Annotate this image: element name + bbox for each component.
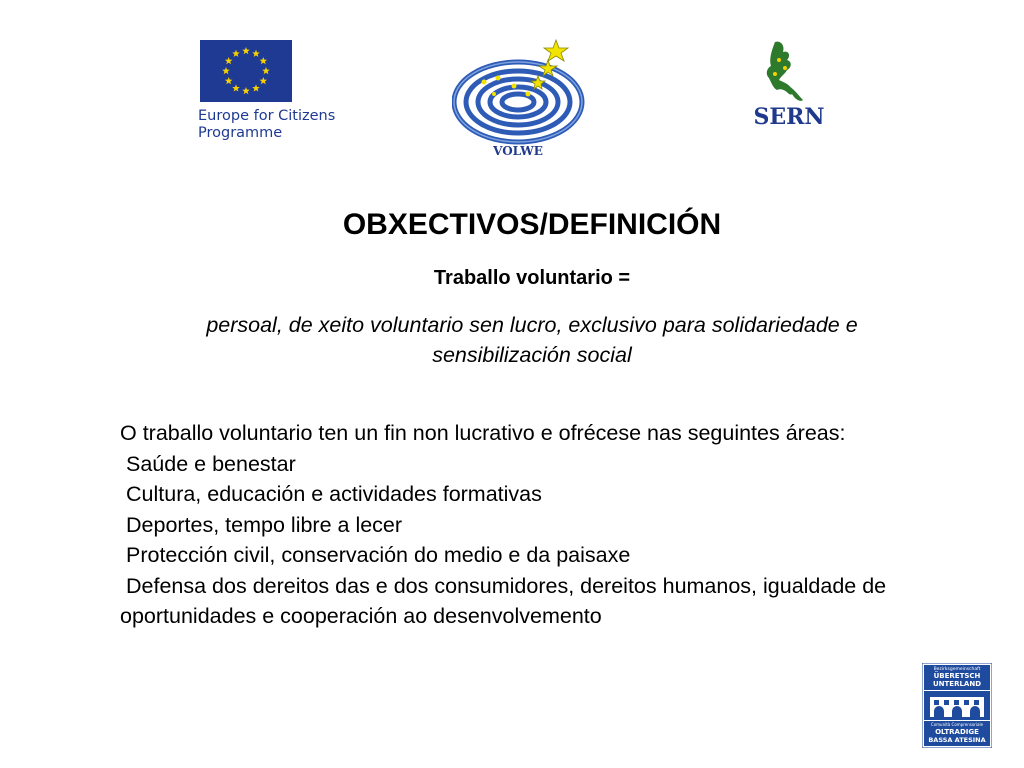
- uberetsch-unterland-logo: [922, 663, 992, 748]
- slide-title: OBXECTIVOS/DEFINICIÓN: [342, 208, 722, 241]
- area-item: [120, 479, 920, 510]
- definition-text: persoal, de xeito voluntario sen lucro, exclusivo para solidariedade e sensibilización social: [206, 313, 858, 367]
- sern-logo-label: SERN: [753, 104, 825, 130]
- eu-logo-text: [198, 108, 335, 142]
- areas-list: [120, 449, 920, 632]
- ubt-line5: OLTRADIGE: [935, 728, 979, 736]
- area-item-label: Defensa dos dereitos das e dos consumidores, dereitos humanos, igualdade de oportunidades e cooperación ao desenvolvemento: [120, 573, 887, 628]
- area-item-label: Protección civil, conservación do medio e da paisaxe: [126, 543, 631, 567]
- slide-subtitle: Traballo voluntario =: [433, 267, 631, 289]
- volwe-logo-label: VOLWE: [493, 144, 543, 158]
- area-item-label: Cultura, educación e actividades formativas: [126, 482, 542, 506]
- area-item-label: Deportes, tempo libre a lecer: [126, 512, 403, 537]
- areas-intro: O traballo voluntario ten un fin non lucrativo e ofrécese nas seguintes áreas:: [120, 421, 846, 445]
- ubt-line1: Bezirksgemeinschaft: [933, 667, 981, 672]
- uberetsch-unterland-emblem: [922, 663, 992, 748]
- area-item: [120, 510, 920, 541]
- eu-flag-icon: [200, 40, 292, 102]
- sern-logo: [745, 38, 835, 130]
- eu-logo-line2: Programme: [198, 125, 283, 141]
- eu-logo-line1: Europe for Citizens: [198, 108, 336, 124]
- europe-map-icon: [745, 38, 835, 130]
- ubt-line6: BASSA ATESINA: [928, 736, 986, 744]
- ubt-line4: Comunità Comprensoriale: [930, 722, 984, 727]
- area-item-label: Saúde e benestar: [126, 451, 296, 476]
- ubt-line2: ÜBERETSCH: [933, 672, 981, 680]
- area-item: [120, 571, 920, 632]
- volwe-logo: [452, 38, 592, 160]
- europe-for-citizens-logo: [198, 40, 348, 150]
- ubt-line3: UNTERLAND: [932, 680, 982, 688]
- areas-section: [120, 418, 920, 632]
- area-item: [120, 540, 920, 571]
- area-item: [120, 449, 920, 480]
- volwe-spiral-icon: [452, 38, 592, 160]
